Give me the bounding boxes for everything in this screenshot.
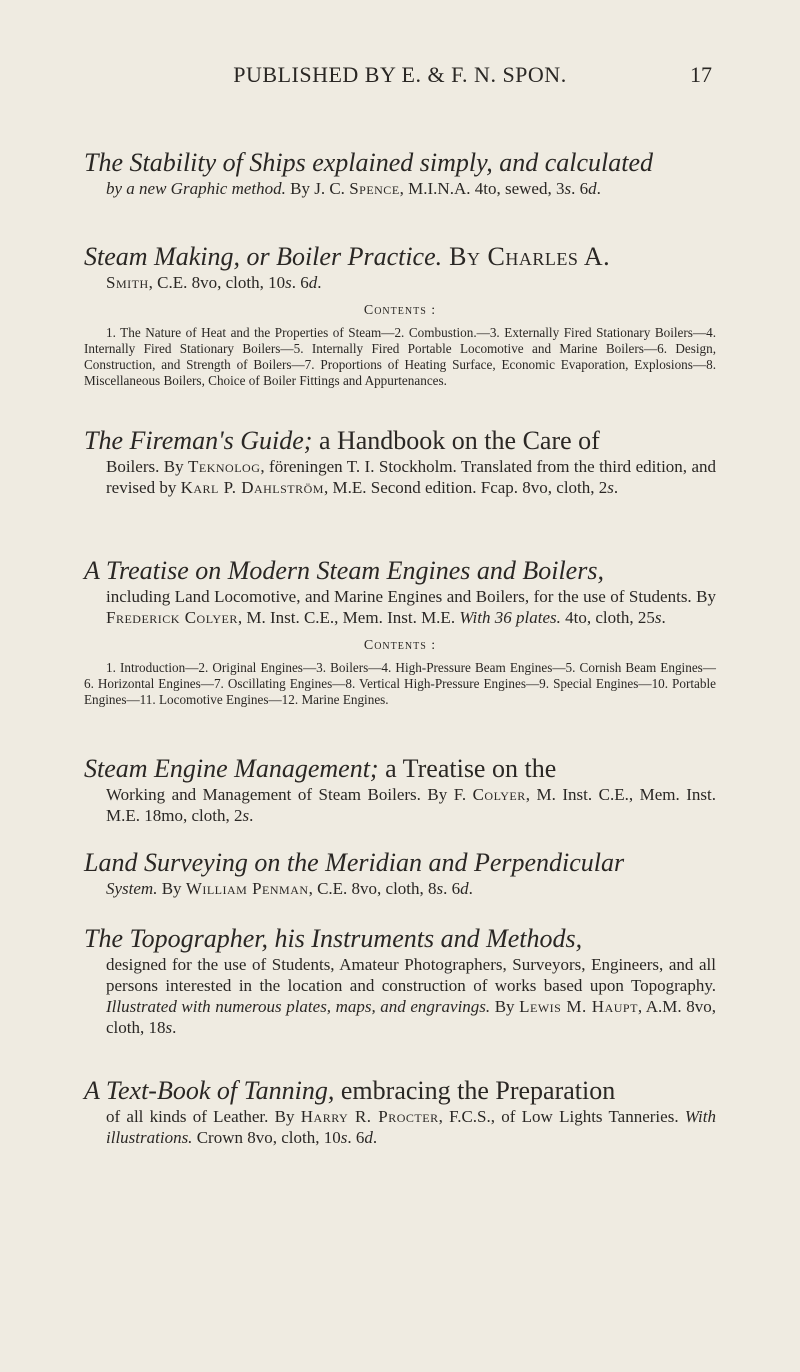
entry-details: System. By William Penman, C.E. 8vo, cloth, 8s. 6d. xyxy=(106,879,473,898)
running-head xyxy=(0,62,800,92)
catalog-entry-land-surveying xyxy=(84,848,716,899)
entry-details: designed for the use of Students, Amateur Photographers, Surveyors, Engineers, and all persons interested in the location and construction of works based upon Topography. Illustrated with numerous plates, maps, and engravings. By Lewis M. Haupt, A.M. 8vo, cloth, 18s. xyxy=(106,955,716,1037)
contents-heading: Contents : xyxy=(363,638,437,653)
entry-title: Land Surveying on the Meridian and Perpendicular xyxy=(84,848,625,877)
catalog-entry-treatise-steam-engines xyxy=(84,556,716,708)
entry-details: Boilers. By Teknolog, föreningen T. I. Stockholm. Translated from the third edition, and revised by Karl P. Dahlström, M.E. Second edition. Fcap. 8vo, cloth, 2s. xyxy=(106,457,716,497)
catalog-entry-steam-engine-management xyxy=(84,754,716,826)
catalog-entry-firemans-guide xyxy=(84,426,716,498)
page-number: 17 xyxy=(690,62,712,87)
entry-title: The Topographer, his Instruments and Methods, xyxy=(84,924,583,953)
contents-list: 1. Introduction—2. Original Engines—3. Boilers—4. High-Pressure Beam Engines—5. Cornish Beam Engines—6. Horizontal Engines—7. Oscillating Engines—8. Vertical High-Pressure Engines—9. Special Engines—10. Portable Engines—11. Locomotive Engines—12. Marine Engines. xyxy=(84,660,716,707)
entry-title: A Text-Book of Tanning, embracing the Preparation xyxy=(84,1076,616,1105)
entry-title: Steam Engine Management; a Treatise on the xyxy=(84,754,557,783)
entry-title: The Fireman's Guide; a Handbook on the Care of xyxy=(84,426,600,455)
entry-details: Working and Management of Steam Boilers. By F. Colyer, M. Inst. C.E., Mem. Inst. M.E. 18mo, cloth, 2s. xyxy=(106,785,716,825)
catalog-entry-topographer xyxy=(84,924,716,1038)
entry-title: The Stability of Ships explained simply, and calculated xyxy=(84,148,654,177)
catalog-entry-text-book-tanning xyxy=(84,1076,716,1148)
entry-title: Steam Making, or Boiler Practice. By Charles A. xyxy=(84,242,611,271)
entry-details: Smith, C.E. 8vo, cloth, 10s. 6d. xyxy=(106,273,322,292)
entry-details: of all kinds of Leather. By Harry R. Procter, F.C.S., of Low Lights Tanneries. With illustrations. Crown 8vo, cloth, 10s. 6d. xyxy=(106,1107,716,1147)
running-title: PUBLISHED BY E. & F. N. SPON. xyxy=(233,62,567,87)
entry-details: including Land Locomotive, and Marine Engines and Boilers, for the use of Students. By Frederick Colyer, M. Inst. C.E., Mem. Inst. M.E. With 36 plates. 4to, cloth, 25s. xyxy=(106,587,716,627)
contents-heading: Contents : xyxy=(363,303,437,318)
catalog-entry-steam-making xyxy=(84,242,716,389)
contents-list: 1. The Nature of Heat and the Properties of Steam—2. Combustion.—3. Externally Fired Stationary Boilers—4. Internally Fired Stationary Boilers—5. Internally Fired Portable Locomotive and Marine Boilers—6. Design, Construction, and Strength of Boilers—7. Proportions of Heating Surface, Economic Evaporation, Explosions—8. Miscellaneous Boilers, Choice of Boiler Fittings and Appurtenances. xyxy=(84,325,716,388)
entry-details: by a new Graphic method. By J. C. Spence, M.I.N.A. 4to, sewed, 3s. 6d. xyxy=(106,179,601,198)
catalog-entry-stability-of-ships xyxy=(84,148,716,199)
entry-title: A Treatise on Modern Steam Engines and Boilers, xyxy=(84,556,604,585)
